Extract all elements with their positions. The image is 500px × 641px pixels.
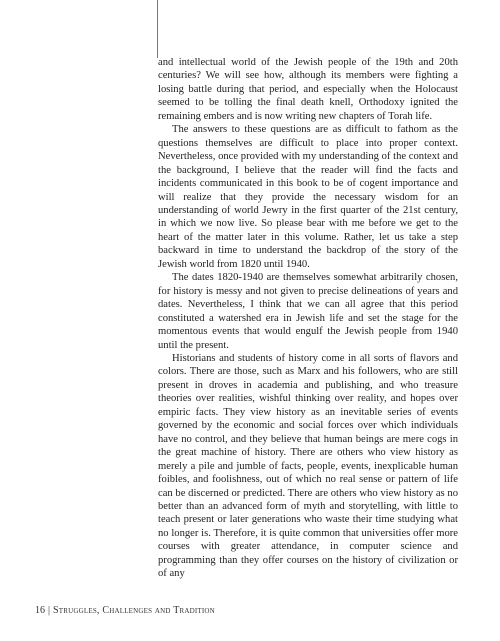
paragraph-continued: and intellectual world of the Jewish people of the 19th and 20th centuries? We will see how, although its members were fighting a losing battle during that period, and especially when the Holocaust seemed to be tolling the final death knell, Orthodoxy ignited the remaining embers and is now writing new chapters of Torah life. <box>158 57 458 122</box>
paragraph: The dates 1820-1940 are themselves somewhat arbitrarily chosen, for history is messy and not given to precise delineations of years and dates. Nevertheless, I think that we can all agree that this period constituted a watershed era in Jewish life and set the stage for the momentous events that would engulf the Jewish people from 1940 until the present. <box>158 272 458 351</box>
page-number: 16 <box>35 605 45 616</box>
margin-rule <box>157 0 158 58</box>
paragraph: Historians and students of history come in all sorts of flavors and colors. There are those, such as Marx and his followers, who are still present in droves in academia and publishing, and who treasure theories over realities, wishful thinking over reality, and hopes over empiric facts. They view history as an inevitable series of events governed by the economic and social forces over which individuals have no control, and they believe that human beings are mere cogs in the great machine of history. There are others who view history as merely a pile and jumble of facts, people, events, inexplicable human foibles, and foolishness, out of which no real sense or pattern of life can be discerned or predicted. There are others who view history as no better than an advanced form of myth and storytelling, with little to teach present or later generations who waste their time studying what no longer is. Therefore, it is quite common that universities offer more courses with greater attendance, in computer science and programming than they offer courses on the history of civilization or of any <box>158 352 458 580</box>
body-text <box>158 56 458 581</box>
footer-separator: | <box>48 605 51 616</box>
running-title: Struggles, Challenges and Tradition <box>53 605 215 616</box>
paragraph: The answers to these questions are as difficult to fathom as the questions themselves are difficult to place into proper context. Nevertheless, once provided with my understanding of the context and the background, I believe that the reader will find the facts and incidents communicated in this book to be of cogent importance and will realize that they provide the necessary wisdom for an understanding of world Jewry in the first quarter of the 21st century, in which we now live. So please bear with me before we get to the heart of the matter later in this volume. Rather, let us take a step backward in time to understand the backdrop of the story of the Jewish world from 1820 until 1940. <box>158 124 458 270</box>
page-footer <box>35 605 215 616</box>
